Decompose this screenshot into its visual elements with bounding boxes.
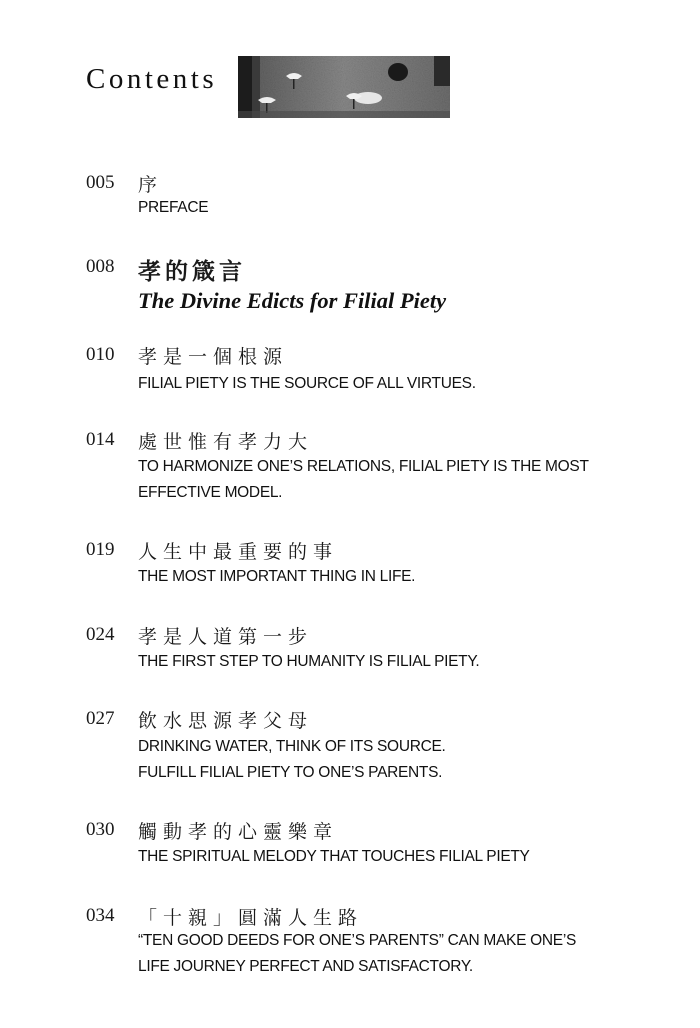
toc-english-title: “TEN GOOD DEEDS FOR ONE’S PARENTS” CAN MAKE ONE’S	[138, 932, 577, 949]
toc-chinese-title: 人生中最重要的事	[138, 541, 339, 563]
toc-chinese-title: 孝的箴言	[138, 258, 246, 285]
toc-chinese-title: 序	[138, 174, 164, 196]
toc-english-title: THE FIRST STEP TO HUMANITY IS FILIAL PIETY.	[138, 653, 480, 670]
page-title: Contents	[86, 63, 218, 95]
toc-page-number: 008	[86, 256, 115, 277]
toc-english-title: FULFILL FILIAL PIETY TO ONE’S PARENTS.	[138, 764, 443, 781]
toc-english-title: THE SPIRITUAL MELODY THAT TOUCHES FILIAL PIETY	[138, 848, 530, 865]
toc-page-number: 024	[86, 624, 115, 645]
toc-english-title: FILIAL PIETY IS THE SOURCE OF ALL VIRTUES.	[138, 375, 476, 392]
toc-chinese-title: 孝是人道第一步	[138, 626, 314, 648]
toc-chinese-title: 處世惟有孝力大	[138, 431, 314, 453]
toc-english-title: TO HARMONIZE ONE’S RELATIONS, FILIAL PIETY IS THE MOST	[138, 458, 589, 475]
toc-english-title: DRINKING WATER, THINK OF ITS SOURCE.	[138, 738, 446, 755]
toc-english-title: THE MOST IMPORTANT THING IN LIFE.	[138, 568, 416, 585]
toc-page-number: 034	[86, 905, 115, 926]
toc-chinese-title: 飲水思源孝父母	[138, 710, 314, 732]
toc-english-title: PREFACE	[138, 199, 209, 216]
toc-page-number: 019	[86, 539, 115, 560]
toc-page-number: 010	[86, 344, 115, 365]
toc-chinese-title: 「十親」圓滿人生路	[138, 907, 364, 929]
toc-chinese-title: 孝是一個根源	[138, 346, 289, 368]
toc-page-number: 030	[86, 819, 115, 840]
toc-english-title: LIFE JOURNEY PERFECT AND SATISFACTORY.	[138, 958, 473, 975]
birds-on-water-photo	[238, 56, 450, 118]
toc-page-number: 005	[86, 172, 115, 193]
toc-chinese-title: 觸動孝的心靈樂章	[138, 821, 339, 843]
toc-page-number: 027	[86, 708, 115, 729]
toc-english-title: EFFECTIVE MODEL.	[138, 484, 283, 501]
toc-page-number: 014	[86, 429, 115, 450]
toc-english-title: The Divine Edicts for Filial Piety	[138, 288, 447, 313]
